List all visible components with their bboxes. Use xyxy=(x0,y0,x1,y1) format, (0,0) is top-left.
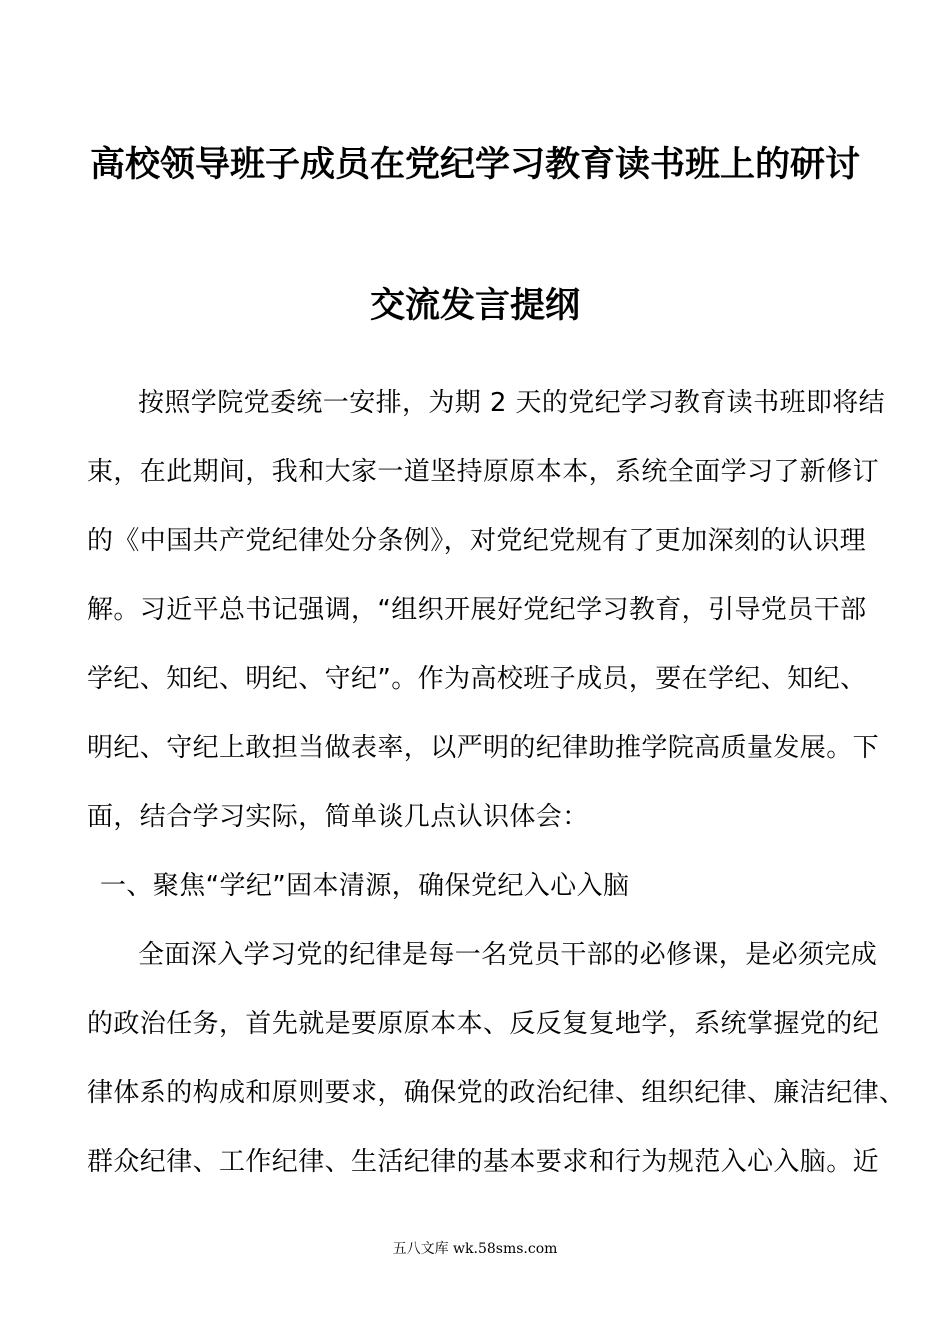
paragraph-2-line-2: 的政治任务，首先就是要原原本本、反反复复地学，系统掌握党的纪 xyxy=(87,1009,880,1039)
paragraph-2-line-1: 全面深入学习党的纪律是每一名党员干部的必修课，是必须完成 xyxy=(138,940,878,970)
paragraph-1-line-4: 解。习近平总书记强调，“组织开展好党纪学习教育，引导党员干部 xyxy=(87,595,867,625)
paragraph-1-line-1: 按照学院党委统一安排，为期 2 天的党纪学习教育读书班即将结 xyxy=(138,388,886,418)
paragraph-1-line-3: 的《中国共产党纪律处分条例》，对党纪党规有了更加深刻的认识理 xyxy=(87,526,867,556)
paragraph-2-line-3: 律体系的构成和原则要求，确保党的政治纪律、组织纪律、廉洁纪律、 xyxy=(87,1078,906,1108)
section-1-heading: 一、聚焦“学纪”固本清源，确保党纪入心入脑 xyxy=(100,871,630,901)
paragraph-1-line-7: 面，结合学习实际，简单谈几点认识体会： xyxy=(87,802,589,832)
document-title-line-2: 交流发言提纲 xyxy=(369,286,580,326)
paragraph-1-line-5: 学纪、知纪、明纪、守纪”。作为高校班子成员，要在学纪、知纪、 xyxy=(87,664,867,694)
document-title-line-1: 高校领导班子成员在党纪学习教育读书班上的研讨 xyxy=(89,145,860,185)
paragraph-1-line-2: 束，在此期间，我和大家一道坚持原原本本，系统全面学习了新修订 xyxy=(87,457,880,487)
footer-watermark: 五八文库 wk.58sms.com xyxy=(392,1241,558,1257)
paragraph-2-line-4: 群众纪律、工作纪律、生活纪律的基本要求和行为规范入心入脑。近 xyxy=(87,1147,880,1177)
paragraph-1-line-6: 明纪、守纪上敢担当做表率，以严明的纪律助推学院高质量发展。下 xyxy=(87,733,880,763)
